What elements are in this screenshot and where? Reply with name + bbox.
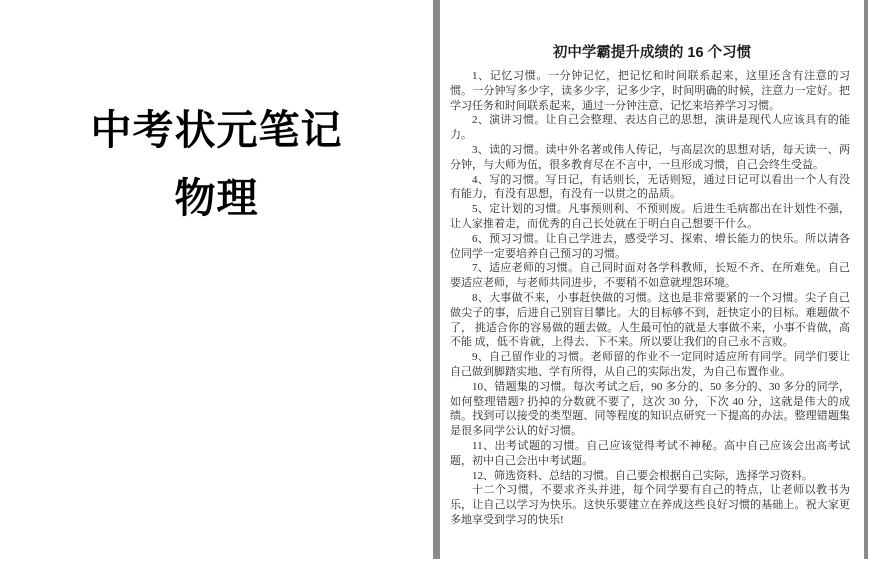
body-paragraph: 5、定计划的习惯。凡事预则利、不预则废。后进生毛病都出在计划性不强，让人家推着走，而优秀的自己长处就在于明白自己想要干什么。 [450, 203, 850, 230]
body-paragraph: 10、错题集的习惯。每次考试之后，90 多分的、50 多分的、30 多分的同学，如何整理错题? 扔掉的分数就不要了，这次 30 分，下次 40 分，这就是伟大的成绩。找到可以接受的类型题、同等程度的知识点研究一下提高的办法。整理错题集是很多同学公认的好习惯。 [450, 380, 850, 438]
cover-title-line1: 中考状元笔记 [90, 107, 343, 153]
content-page [440, 0, 864, 566]
next-page-edge-divider [864, 0, 868, 559]
body-paragraph: 十二个习惯，不要求齐头并进，每个同学要有自己的特点，让老师以教书为乐，让自己以学习为快乐。这快乐要建立在养成这些良好习惯的基础上。祝大家更多地享受到学习的快乐! [450, 484, 850, 526]
body-paragraph: 1、记忆习惯。一分钟记忆，把记忆和时间联系起来，这里还含有注意的习惯。一分钟写多少字，读多少字，记多少字，时间明确的时候，注意力一定好。把学习任务和时间联系起来，通过一分钟注意、记忆来培养学习习惯。 [450, 70, 850, 112]
body-paragraph: 11、出考试题的习惯。自己应该觉得考试不神秘。高中自己应该会出高考试题，初中自己会出中考试题。 [450, 439, 850, 467]
body-paragraph: 9、自己留作业的习惯。老师留的作业不一定同时适应所有同学。同学们要让自己做到脚踏实地、学有所得，从自己的实际出发，为自己布置作业。 [450, 351, 850, 378]
body-paragraph: 12、筛选资料、总结的习惯。自己要会根据自己实际，选择学习资料。 [472, 469, 813, 482]
cover-title-line2: 物理 [174, 175, 259, 221]
body-paragraph: 7、适应老师的习惯。自己同时面对各学科教师，长短不齐、在所难免。自己要适应老师，与老师共同进步，不要稍不如意就埋怨环境。 [450, 262, 850, 290]
body-paragraph: 2、演讲习惯。让自己会整理、表达自己的思想，演讲是现代人应该具有的能力。 [450, 114, 850, 142]
document-title: 初中学霸提升成绩的 16 个习惯 [552, 45, 752, 61]
body-paragraph: 8、大事做不来，小事赶快做的习惯。这也是非常要紧的一个习惯。尖子自己做尖子的事，后进自己别盲目攀比。大的目标够不到，赶快定小的目标。难题做不了， 挑适合你的容易做的题去做。人生最可怕的就是大事做不来，小事不肯做，高不能 成，低不肯就，上得去、下不来。所以要让我们的自己永不言败。 [450, 291, 850, 349]
document-body [450, 69, 850, 528]
page-gap-divider [433, 0, 440, 559]
body-paragraph: 4、写的习惯。写日记，有话则长，无话则短，通过日记可以看出一个人有没有能力，有没有思想，有没有一以贯之的品质。 [450, 173, 850, 201]
body-paragraph: 3、读的习惯。读中外名著或伟人传记，与高层次的思想对话，每天读一、两分钟，与大师为伍，很多教育尽在不言中，一旦形成习惯，自己会终生受益。 [450, 143, 850, 171]
body-paragraph: 6、预习习惯。让自己学进去，感受学习、探索、增长能力的快乐。所以请各位同学一定要培养自己预习的习惯。 [450, 232, 850, 260]
cover-page [0, 0, 433, 566]
cover-title [0, 96, 433, 232]
